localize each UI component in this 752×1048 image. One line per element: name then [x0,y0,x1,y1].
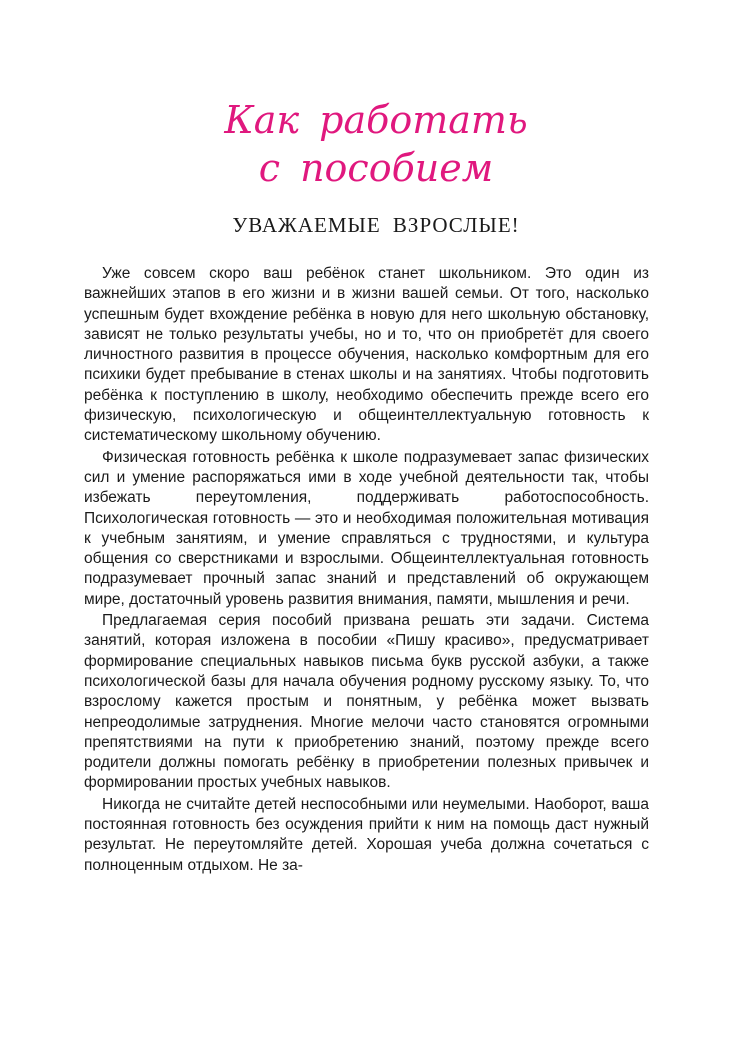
paragraph-3: Предлагаемая серия пособий призвана решать эти задачи. Система занятий, которая изложена в пособии «Пишу красиво», предусматривает формирование специальных навыков письма букв русской азбуки, а также психологической базы для начала обучения родному русскому языку. То, что взрослому кажется простым и понятным, у ребёнка может вызвать непреодолимые затруднения. Многие мелочи часто становятся огромными препятствиями на пути к приобретению знаний, поэтому прежде всего родители должны помогать ребёнку в приобретении полезных привычек и формировании простых учебных навыков. [84,612,649,792]
section-heading: УВАЖАЕМЫЕ ВЗРОСЛЫЕ! [232,213,520,237]
page-title [0,96,752,192]
paragraph-4: Никогда не считайте детей неспособными или неумелыми. Наоборот, ваша постоянная готовность без осуждения прийти к ним на помощь даст нужный результат. Не переутомляйте детей. Хорошая учеба должна сочетаться с полноценным отдыхом. Не за- [84,795,649,874]
body-text [84,264,649,877]
page-title-line-2: с пособием [258,146,494,190]
paragraph-2: Физическая готовность ребёнка к школе подразумевает запас физических сил и умение распоряжаться ими в ходе учебной деятельности так, чтобы избежать переутомления, поддерживать работоспособность. Психологическая готовность — это и необходимая положительная мотивация к учебным занятиям, и умение справляться с трудностями, и культура общения со сверстниками и взрослыми. Общеинтеллектуальная готовность подразумевает прочный запас знаний и представлений об окружающем мире, достаточный уровень развития внимания, памяти, мышления и речи. [84,448,649,608]
page-title-line-1: Как работать [224,98,528,142]
paragraph-1: Уже совсем скоро ваш ребёнок станет школьником. Это один из важнейших этапов в его жизни и в жизни вашей семьи. От того, насколько успешным будет вхождение ребёнка в новую для него школьную обстановку, зависят не только результаты учебы, но и то, что он приобретёт для своего личностного развития в процессе обучения, насколько комфортным для его психики будет пребывание в стенах школы и на занятиях. Чтобы подготовить ребёнка к поступлению в школу, необходимо обеспечить прежде всего его физическую, психологическую и общеинтеллектуальную готовность к систематическому школьному обучению. [84,265,649,445]
